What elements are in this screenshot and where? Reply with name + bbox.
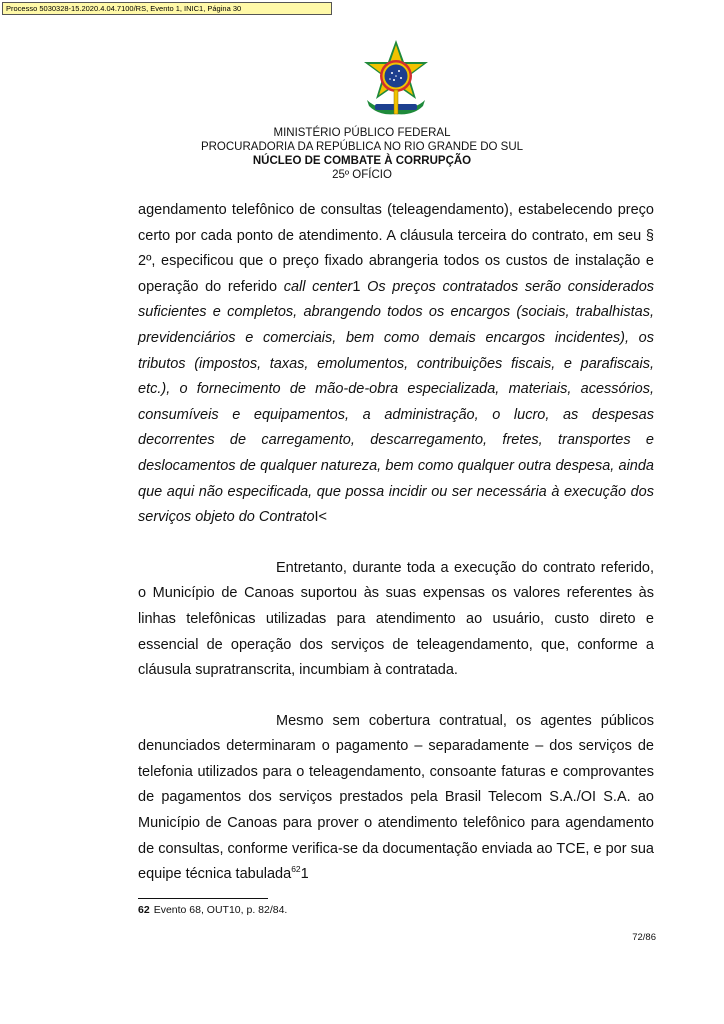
paragraph-3 xyxy=(138,709,654,888)
brazil-coat-of-arms-icon xyxy=(357,38,435,120)
paragraph-3-end: 1 xyxy=(300,866,309,883)
paragraph-2: Entretanto, durante toda a execução do contrato referido, o Município de Canoas suportou às suas expensas os valores referentes às linhas telefônicas utilizadas para atendimento ao usuário, custo direto e essencial de operação dos serviços de teleagendamento, que, conforme a cláusula supratranscrita, incumbiam à contratada. xyxy=(138,559,654,679)
paragraph-1-text: agendamento telefônico de consultas (teleagendamento), estabelecendo preço certo por cada ponto de atendimento. A cláusula terceira do contrato, em seu § 2º, especificou que o preço fixado abrangeria todos os custos de instalação e operação do referido xyxy=(138,202,654,295)
process-stamp: Processo 5030328-15.2020.4.04.7100/RS, Evento 1, INIC1, Página 30 xyxy=(2,2,332,15)
office-name: PROCURADORIA DA REPÚBLICA NO RIO GRANDE DO SUL xyxy=(200,141,524,153)
ministry-name: MINISTÉRIO PÚBLICO FEDERAL xyxy=(273,127,451,139)
page-number: 72/86 xyxy=(632,932,656,943)
quote-mark: 1 xyxy=(352,278,361,295)
document-body xyxy=(138,198,654,888)
paragraph-3-text: Mesmo sem cobertura contratual, os agentes públicos denunciados determinaram o pagamento – separadamente – dos serviços de telefonia utilizados para o teleagendamento, consoante faturas e comprovantes de pagamentos dos serviços prestados pela Brasil Telecom S.A./OI S.A. ao Município de Canoas para prover o atendimento telefônico para agendamento de consultas, conforme verifica-se da documentação enviada ao TCE, e por sua equipe técnica tabulada xyxy=(138,712,654,883)
office-number: 25º OFÍCIO xyxy=(332,169,392,181)
footnote-number: 62 xyxy=(138,904,150,916)
unit-name: NÚCLEO DE COMBATE À CORRUPÇÃO xyxy=(252,155,472,167)
call-center-term: call center xyxy=(283,278,353,295)
footnote-divider xyxy=(138,898,268,899)
footnote-text: Evento 68, OUT10, p. 82/84. xyxy=(153,904,288,916)
footnote xyxy=(138,903,287,917)
footnote-ref: 62 xyxy=(291,864,301,875)
quote-end-mark: I< xyxy=(314,509,328,526)
paragraph-1 xyxy=(138,198,654,531)
contract-quote: Os preços contratados serão considerados suficientes e completos, abrangendo todos os encargos (sociais, trabalhistas, previdenciários e comerciais, bem como demais encargos incidentes), os tributos (impostos, taxas, emolumentos, contribuições fiscais, e parafiscais, etc.), o fornecimento de mão-de-obra especializada, materiais, acessórios, consumíveis e equipamentos, a administração, o lucro, as despesas decorrentes de carregamento, descarregamento, fretes, transportes e deslocamentos de qualquer natureza, bem como qualquer outra despesa, ainda que aqui não especificada, que possa incidir ou ser necessária à execução dos serviços objeto do Contrato xyxy=(138,278,655,526)
letterhead xyxy=(0,126,724,182)
